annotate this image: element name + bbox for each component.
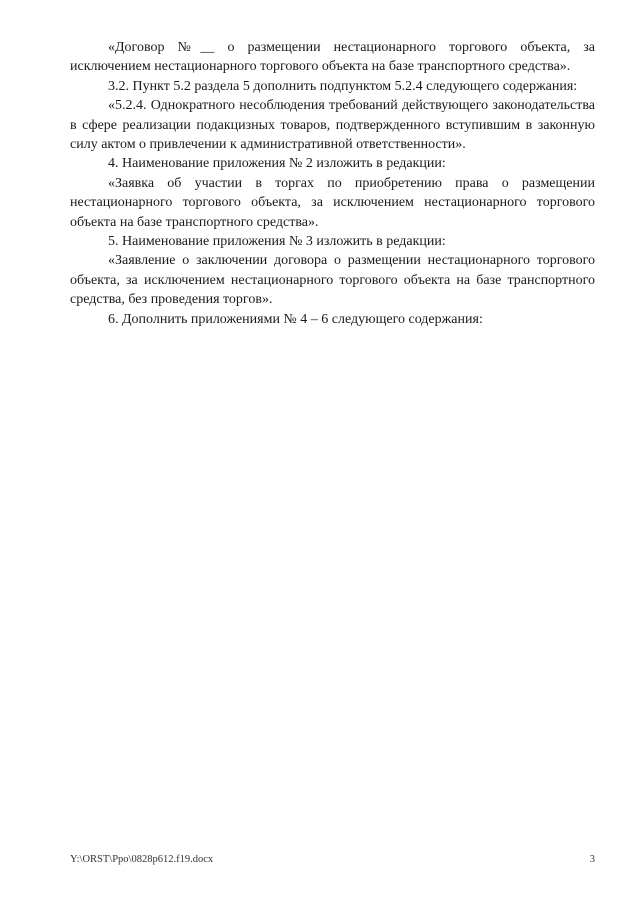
footer-file-path: Y:\ORST\Ppo\0828p612.f19.docx [70,854,214,865]
paragraph-contract-title: «Договор №__ о размещении нестационарного торгового объекта, за исключением нестационарного торгового объекта на базе транспортного средства». [70,40,595,75]
paragraph-item-6: 6. Дополнить приложениями № 4 – 6 следующего содержания: [108,311,483,327]
document-body [70,38,595,329]
paragraph-subitem-5-2-4: «5.2.4. Однократного несоблюдения требований действующего законодательства в сфере реализации подакцизных товаров, подтвержденного вступившим в законную силу актом о привлечении к административной ответственности». [70,98,595,153]
paragraph-item-3-2: 3.2. Пункт 5.2 раздела 5 дополнить подпунктом 5.2.4 следующего содержания: [108,78,578,94]
paragraph-appendix-2-title: «Заявка об участии в торгах по приобретению права о размещении нестационарного торгового объекта, за исключением нестационарного торгового объекта на базе транспортного средства». [70,175,595,230]
paragraph-item-5: 5. Наименование приложения № 3 изложить в редакции: [108,234,446,250]
page-number: 3 [589,854,595,865]
paragraph-item-4: 4. Наименование приложения № 2 изложить в редакции: [108,156,446,172]
paragraph-appendix-3-title: «Заявление о заключении договора о размещении нестационарного торгового объекта, за исключением нестационарного торгового объекта на базе транспортного средства, без проведения торгов». [70,253,595,308]
